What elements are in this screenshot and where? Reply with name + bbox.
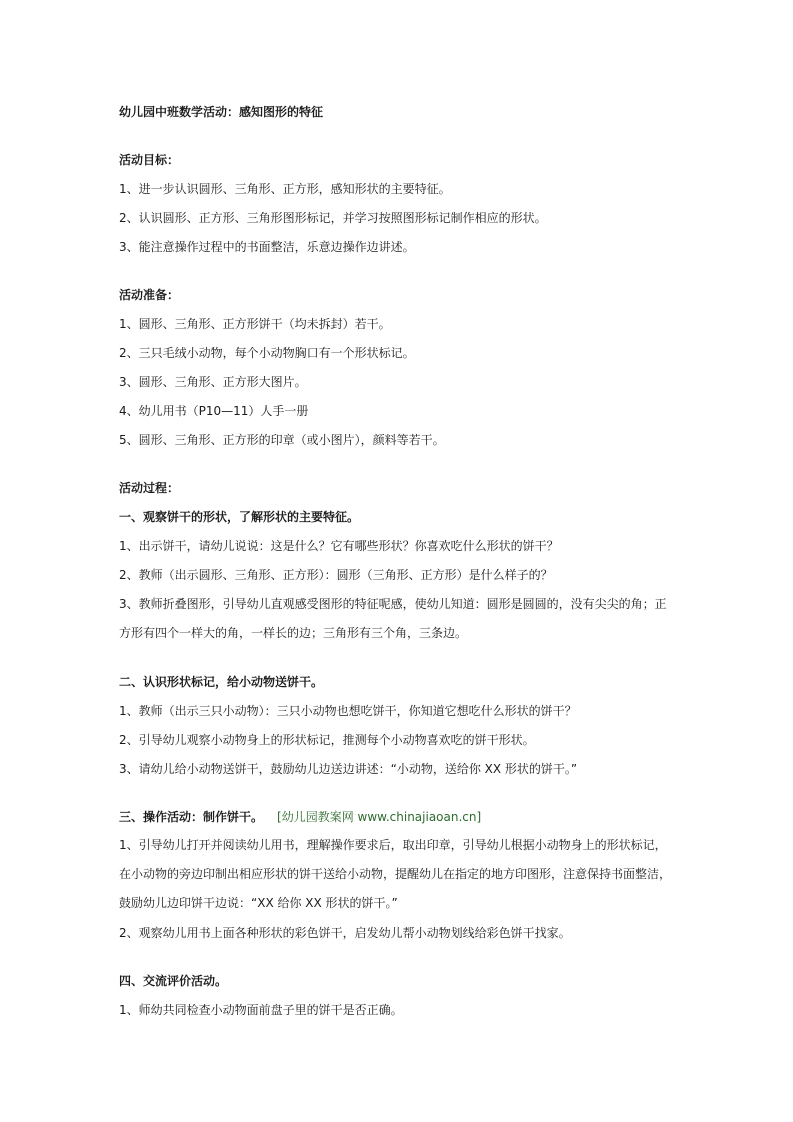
section3-item: 1、引导幼儿打开并阅读幼儿用书，理解操作要求后，取出印章，引导幼儿根据小动物身上的形状标记，在小动物的旁边印制出相应形状的饼干送给小动物，提醒幼儿在指定的地方印图形，注意保持书面整洁，鼓励幼儿边印饼干边说：“XX 给你 XX 形状的饼干。” xyxy=(119,838,672,910)
prep-item: 3、圆形、三角形、正方形大图片。 xyxy=(119,375,307,389)
section1-item: 3、教师折叠图形，引导幼儿直观感受图形的特征呢感，使幼儿知道：圆形是圆圆的，没有尖尖的角；正方形有四个一样大的角，一样长的边；三角形有三个角，三条边。 xyxy=(119,597,667,640)
section1-heading: 一、观察饼干的形状，了解形状的主要特征。 xyxy=(119,510,360,524)
section2-item: 3、请幼儿给小动物送饼干，鼓励幼儿边送边讲述：“小动物，送给你 XX 形状的饼干。” xyxy=(119,762,578,776)
prep-item: 1、圆形、三角形、正方形饼干（均未拆封）若干。 xyxy=(119,317,391,331)
section1-item: 1、出示饼干，请幼儿说说：这是什么？它有哪些形状？你喜欢吃什么形状的饼干？ xyxy=(119,539,559,553)
section4-item: 1、师幼共同检查小动物面前盘子里的饼干是否正确。 xyxy=(119,1003,403,1017)
goal-item: 3、能注意操作过程中的书面整洁，乐意边操作边讲述。 xyxy=(119,240,415,254)
section1-item: 2、教师（出示圆形、三角形、正方形）：圆形（三角形、正方形）是什么样子的？ xyxy=(119,568,553,582)
process-heading: 活动过程： xyxy=(119,481,180,495)
prep-heading: 活动准备： xyxy=(119,288,180,302)
section3-heading-line xyxy=(119,809,481,825)
document-title: 幼儿园中班数学活动：感知图形的特征 xyxy=(119,105,324,119)
goal-item: 1、进一步认识圆形、三角形、正方形，感知形状的主要特征。 xyxy=(119,182,451,196)
section2-heading: 二、认识形状标记，给小动物送饼干。 xyxy=(119,675,324,689)
section4-heading: 四、交流评价活动。 xyxy=(119,974,228,988)
section2-item: 1、教师（出示三只小动物）：三只小动物也想吃饼干，你知道它想吃什么形状的饼干？ xyxy=(119,704,577,718)
prep-item: 2、三只毛绒小动物，每个小动物胸口有一个形状标记。 xyxy=(119,346,415,360)
section2-item: 2、引导幼儿观察小动物身上的形状标记，推测每个小动物喜欢吃的饼干形状。 xyxy=(119,733,535,747)
source-link[interactable]: [幼儿园教案网 www.chinajiaoan.cn] xyxy=(277,810,482,824)
section3-heading: 三、操作活动：制作饼干。 xyxy=(119,810,264,824)
prep-item: 5、圆形、三角形、正方形的印章（或小图片），颜料等若干。 xyxy=(119,433,445,447)
goal-item: 2、认识圆形、正方形、三角形图形标记，并学习按照图形标记制作相应的形状。 xyxy=(119,211,547,225)
section3-item: 2、观察幼儿用书上面各种形状的彩色饼干，启发幼儿帮小动物划线给彩色饼干找家。 xyxy=(119,926,571,940)
prep-item: 4、幼儿用书（P10—11）人手一册 xyxy=(119,404,309,418)
goals-heading: 活动目标： xyxy=(119,153,180,167)
